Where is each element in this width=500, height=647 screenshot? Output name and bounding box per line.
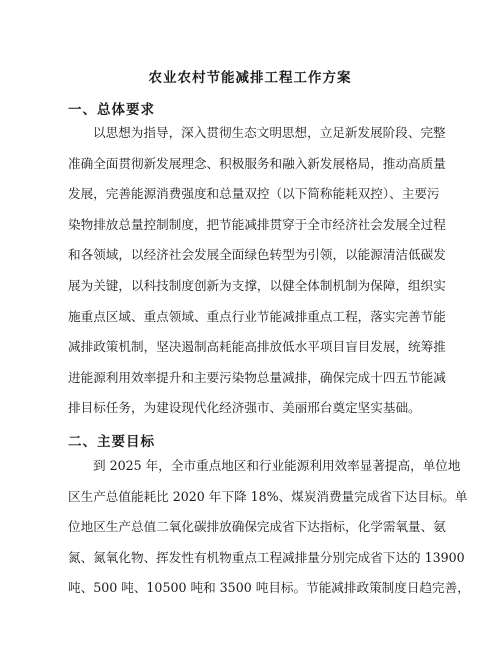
paragraph-line: 氮、氮氧化物、挥发性有机物重点工程减排量分别完成省下达的 13900 [68,549,465,565]
paragraph-line: 施重点区域、重点领域、重点行业节能减排重点工程，落实完善节能 [68,308,446,324]
paragraph-line: 以思想为指导，深入贯彻生态文明思想，立足新发展阶段、完整 [93,125,446,140]
section-heading-overall-requirements: 一、总体要求 [68,102,155,118]
paragraph-main-targets [68,451,470,604]
paragraph-line: 进能源利用效率提升和主要污染物总量减排，确保完成十四五节能减 [68,369,446,385]
paragraph-line: 和各领域，以经济社会发展全面绿色转型为引领，以能源清洁低碳发 [68,247,446,263]
paragraph-line: 排目标任务，为建设现代化经济强市、美丽邢台奠定坚实基础。 [68,400,421,416]
paragraph-line: 发展，完善能源消费强度和总量双控（以下简称能耗双控）、主要污 [68,186,440,202]
paragraph-line: 减排政策机制，坚决遏制高耗能高排放低水平项目盲目发展，统筹推 [68,339,446,355]
section-heading-main-targets: 二、主要目标 [68,434,155,450]
paragraph-line: 位地区生产总值二氧化碳排放确保完成省下达指标，化学需氧量、氨 [68,519,446,535]
paragraph-line: 吨、500 吨、10500 吨和 3500 吨目标。节能减排政策制度日趋完善， [68,580,470,596]
paragraph-line: 到 2025 年，全市重点地区和行业能源利用效率显著提高，单位地 [93,458,461,473]
document-title: 农业农村节能减排工程工作方案 [148,70,352,86]
paragraph-overall-requirements [68,118,446,424]
paragraph-line: 展为关键，以科技制度创新为支撑，以健全体制机制为保障，组织实 [68,277,446,293]
paragraph-line: 准确全面贯彻新发展理念、积极服务和融入新发展格局，推动高质量 [68,155,446,171]
paragraph-line: 区生产总值能耗比 2020 年下降 18%、煤炭消费量完成省下达目标。单 [68,488,468,504]
paragraph-line: 染物排放总量控制制度，把节能减排贯穿于全市经济社会发展全过程 [68,216,446,232]
